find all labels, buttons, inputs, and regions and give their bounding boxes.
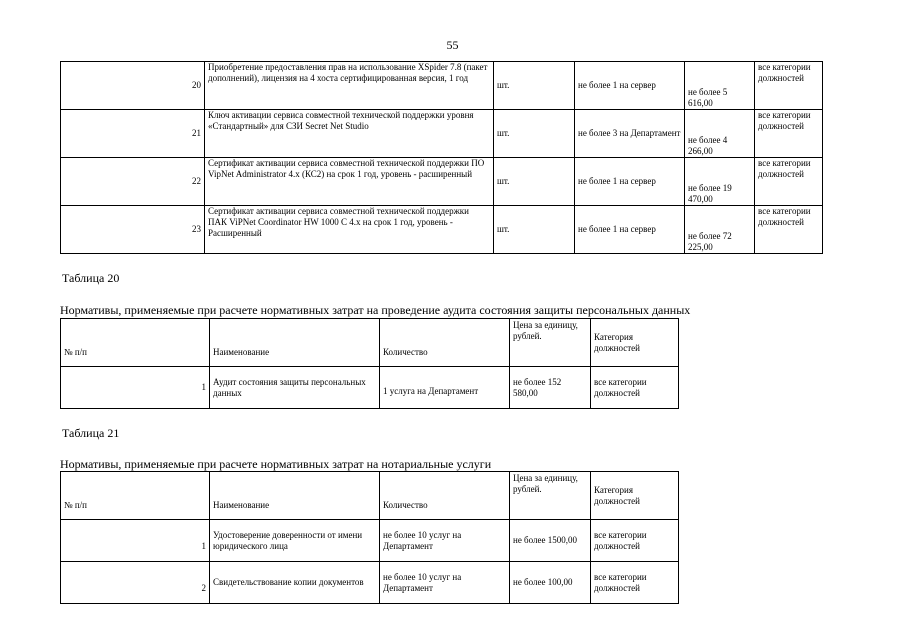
row-name: Свидетельствование копии документов xyxy=(210,562,380,604)
row-name: Сертификат активации сервиса совместной технической поддержки ПО VipNet Administrator 4.x (КС2) на срок 1 год, уровень - расширенный xyxy=(205,158,494,206)
table-row xyxy=(61,520,679,562)
row-name: Удостоверение доверенности от имени юридического лица xyxy=(210,520,380,562)
header-category: Категория должностей xyxy=(591,319,679,367)
table-row xyxy=(61,562,679,604)
header-price: Цена за единицу, рублей. xyxy=(510,319,591,367)
row-number: 21 xyxy=(61,110,205,158)
row-category: все категории должностей xyxy=(591,520,679,562)
row-category: все категории должностей xyxy=(591,367,679,409)
page-number: 55 xyxy=(446,38,459,52)
equipment-table xyxy=(60,61,823,254)
table-row xyxy=(61,206,823,254)
row-name: Приобретение предоставления прав на использование XSpider 7.8 (пакет дополнений), лицензия на 4 хоста сертифицированная версия, 1 год xyxy=(205,62,494,110)
table-header-row xyxy=(61,319,679,367)
row-unit: шт. xyxy=(494,158,575,206)
row-price: не более 100,00 xyxy=(510,562,591,604)
table-row xyxy=(61,62,823,110)
row-quantity: не более 10 услуг на Департамент xyxy=(380,520,510,562)
row-category: все категории должностей xyxy=(755,158,823,206)
table20-caption: Таблица 20 xyxy=(62,271,120,285)
row-unit: шт. xyxy=(494,62,575,110)
row-category: все категории должностей xyxy=(755,206,823,254)
header-category: Категория должностей xyxy=(591,472,679,520)
row-number: 1 xyxy=(61,367,210,409)
row-quantity: не более 10 услуг на Департамент xyxy=(380,562,510,604)
row-number: 1 xyxy=(61,520,210,562)
table20-heading: Нормативы, применяемые при расчете нормативных затрат на проведение аудита состояния защиты персональных данных xyxy=(60,303,691,317)
header-num: № п/п xyxy=(61,472,210,520)
row-unit: шт. xyxy=(494,110,575,158)
row-price: не более 1500,00 xyxy=(510,520,591,562)
row-quantity: не более 3 на Департамент xyxy=(575,110,685,158)
row-number: 22 xyxy=(61,158,205,206)
table-row xyxy=(61,367,679,409)
table-row xyxy=(61,158,823,206)
row-number: 2 xyxy=(61,562,210,604)
table-row xyxy=(61,110,823,158)
notary-table xyxy=(60,471,679,604)
row-quantity: 1 услуга на Департамент xyxy=(380,367,510,409)
row-unit: шт. xyxy=(494,206,575,254)
row-price: не более 4 266,00 xyxy=(685,110,755,158)
row-price: не более 72 225,00 xyxy=(685,206,755,254)
row-quantity: не более 1 на сервер xyxy=(575,206,685,254)
row-number: 20 xyxy=(61,62,205,110)
row-number: 23 xyxy=(61,206,205,254)
row-name: Аудит состояния защиты персональных данных xyxy=(210,367,380,409)
row-name: Сертификат активации сервиса совместной технической поддержки ПАК ViPNet Coordinator HW 1000 C 4.x на срок 1 год, уровень - Расширенный xyxy=(205,206,494,254)
row-category: все категории должностей xyxy=(755,62,823,110)
header-quantity: Количество xyxy=(380,319,510,367)
row-price: не более 152 580,00 xyxy=(510,367,591,409)
row-name: Ключ активации сервиса совместной технической поддержки уровня «Стандартный» для СЗИ Secret Net Studio xyxy=(205,110,494,158)
row-price: не более 5 616,00 xyxy=(685,62,755,110)
row-category: все категории должностей xyxy=(591,562,679,604)
header-quantity: Количество xyxy=(380,472,510,520)
table21-caption: Таблица 21 xyxy=(62,426,120,440)
audit-table xyxy=(60,318,679,409)
row-price: не более 19 470,00 xyxy=(685,158,755,206)
table21-heading: Нормативы, применяемые при расчете нормативных затрат на нотариальные услуги xyxy=(60,457,492,471)
header-name: Наименование xyxy=(210,472,380,520)
header-price: Цена за единицу, рублей. xyxy=(510,472,591,520)
row-quantity: не более 1 на сервер xyxy=(575,158,685,206)
header-name: Наименование xyxy=(210,319,380,367)
table-header-row xyxy=(61,472,679,520)
header-num: № п/п xyxy=(61,319,210,367)
row-quantity: не более 1 на сервер xyxy=(575,62,685,110)
row-category: все категории должностей xyxy=(755,110,823,158)
